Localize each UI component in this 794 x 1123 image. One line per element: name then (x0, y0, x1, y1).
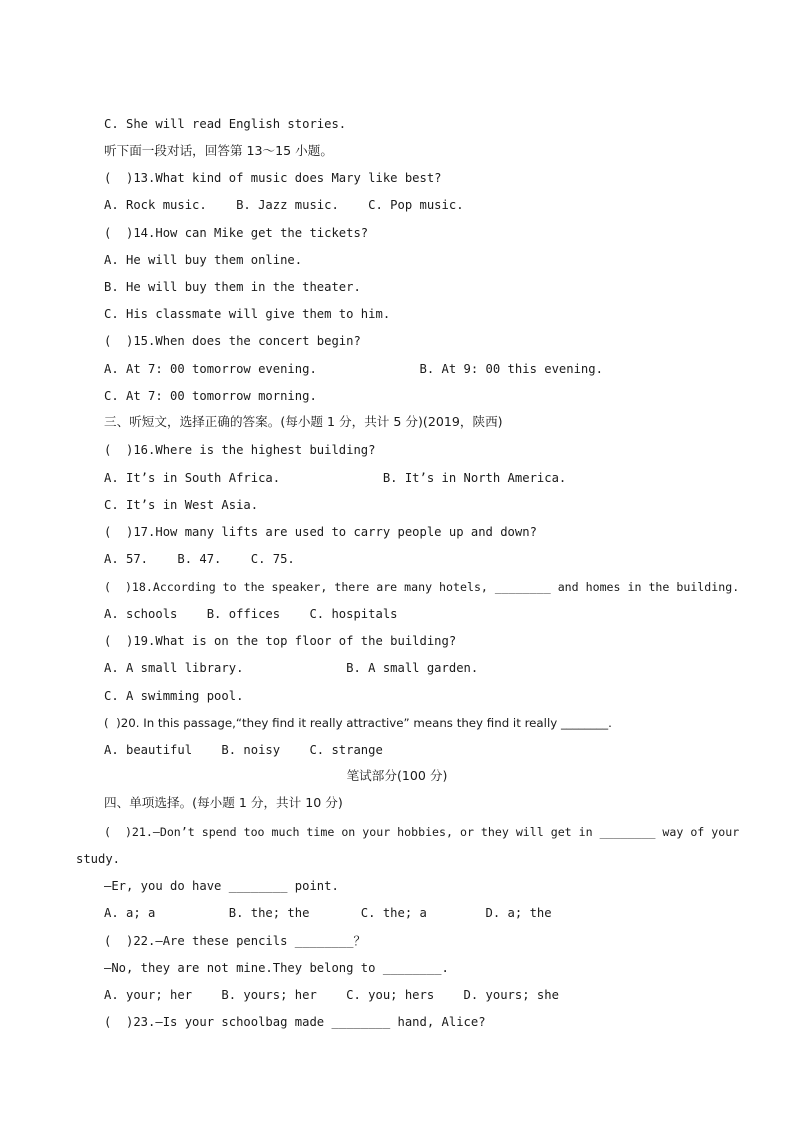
written-part-heading: 笔试部分(100 分) (346, 768, 448, 783)
options-15ab: A. At 7: 00 tomorrow evening. B. At 9: 00 this evening. (104, 362, 603, 376)
question-17: ( )17.How many lifts are used to carry people up and down? (104, 525, 537, 539)
question-20: ( )20. In this passage,“they find it really attractive” means they find it really ________. (104, 716, 612, 730)
options-20: A. beautiful B. noisy C. strange (104, 743, 383, 757)
option-15c: C. At 7: 00 tomorrow morning. (104, 389, 317, 403)
options-18: A. schools B. offices C. hospitals (104, 607, 398, 621)
question-22: ( )22.—Are these pencils ________？ (104, 934, 366, 948)
question-21: ( )21.—Don’t spend too much time on your hobbies, or they will get in ________ way of your (104, 825, 740, 839)
options-21: A. a; a B. the; the C. the; a D. a; the (104, 906, 552, 920)
options-17: A. 57. B. 47. C. 75. (104, 552, 295, 566)
question-13: ( )13.What kind of music does Mary like best? (104, 171, 442, 185)
question-21-continued: study. (76, 852, 121, 866)
option-line-12c: C. She will read English stories. (104, 117, 347, 131)
option-19c: C. A swimming pool. (104, 689, 244, 703)
option-16c: C. It’s in West Asia. (104, 498, 259, 512)
question-23: ( )23.—Is your schoolbag made ________ hand, Alice? (104, 1015, 486, 1029)
section-instruction-13-15: 听下面一段对话，回答第 13～15 小题。 (104, 143, 333, 158)
option-14a: A. He will buy them online. (104, 253, 303, 267)
options-19ab: A. A small library. B. A small garden. (104, 661, 479, 675)
options-22: A. your; her B. yours; her C. you; hers D. yours; she (104, 988, 559, 1002)
section-heading-3: 三、听短文，选择正确的答案。(每小题 1 分，共计 5 分)(2019，陕西) (104, 414, 503, 429)
question-14: ( )14.How can Mike get the tickets? (104, 226, 369, 240)
options-13: A. Rock music. B. Jazz music. C. Pop music. (104, 198, 464, 212)
reply-22: —No, they are not mine.They belong to ________. (104, 961, 449, 975)
section-heading-4: 四、单项选择。(每小题 1 分，共计 10 分) (104, 795, 343, 810)
option-14b: B. He will buy them in the theater. (104, 280, 361, 294)
question-16: ( )16.Where is the highest building? (104, 443, 376, 457)
option-14c: C. His classmate will give them to him. (104, 307, 391, 321)
options-16ab: A. It’s in South Africa. B. It’s in North America. (104, 471, 567, 485)
question-15: ( )15.When does the concert begin? (104, 334, 361, 348)
question-18: ( )18.According to the speaker, there are many hotels, ________ and homes in the building. (104, 580, 740, 594)
question-19: ( )19.What is on the top floor of the building? (104, 634, 457, 648)
reply-21: —Er, you do have ________ point. (104, 879, 339, 893)
